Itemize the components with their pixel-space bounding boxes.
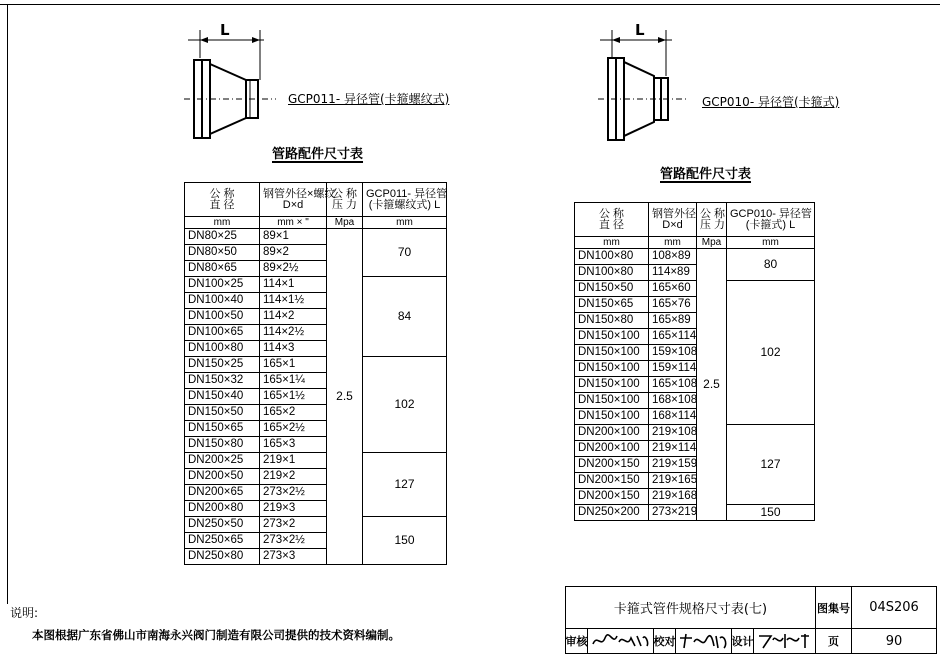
left-spec-table: [184, 182, 447, 565]
reviewer-signature: [588, 629, 654, 653]
left-table-length-cell: 70: [363, 229, 447, 277]
left-table-od-cell: 114×2½: [260, 325, 327, 341]
right-table-pressure-cell: 2.5: [697, 249, 727, 521]
left-table-od-cell: 89×1: [260, 229, 327, 245]
right-unit-length: mm: [727, 237, 815, 249]
left-table-od-cell: 273×2½: [260, 485, 327, 501]
left-table-dn-cell: DN150×65: [185, 421, 260, 437]
right-table-dn-cell: DN200×150: [575, 473, 649, 489]
left-table-dn-cell: DN100×65: [185, 325, 260, 341]
left-table-dn-cell: DN80×25: [185, 229, 260, 245]
page-label: 页: [816, 629, 852, 653]
left-table-od-cell: 219×1: [260, 453, 327, 469]
left-table-od-cell: 165×2: [260, 405, 327, 421]
right-table-dn-cell: DN100×80: [575, 249, 649, 265]
right-table-od-cell: 219×168: [649, 489, 697, 505]
right-table-od-cell: 165×114: [649, 329, 697, 345]
notes-label: 说明:: [10, 606, 39, 620]
right-reducer-drawing: [596, 18, 696, 148]
left-table-od-cell: 165×3: [260, 437, 327, 453]
right-table-od-cell: 108×89: [649, 249, 697, 265]
right-table-dn-cell: DN150×100: [575, 409, 649, 425]
right-unit-od: mm: [649, 237, 697, 249]
right-table-dn-cell: DN150×100: [575, 361, 649, 377]
left-table-length-cell: 84: [363, 277, 447, 357]
notes-text: 本图根据广东省佛山市南海永兴阀门制造有限公司提供的技术资料编制。: [32, 628, 400, 642]
designer-signature: [754, 629, 816, 653]
left-table-row: [185, 229, 447, 245]
left-table-pressure-cell: 2.5: [327, 229, 363, 565]
right-table-dn-cell: DN200×150: [575, 489, 649, 505]
left-table-od-cell: 89×2½: [260, 261, 327, 277]
right-unit-dn: mm: [575, 237, 649, 249]
right-dim-label: L: [635, 21, 645, 39]
left-table-od-cell: 273×3: [260, 549, 327, 565]
right-table-row: [575, 505, 815, 521]
design-label: 设计: [732, 629, 754, 653]
title-block: [565, 586, 937, 654]
right-table-od-cell: 165×76: [649, 297, 697, 313]
left-table-dn-cell: DN250×65: [185, 533, 260, 549]
left-table-dn-cell: DN150×80: [185, 437, 260, 453]
right-header-dn: 公 称 直 径: [575, 203, 649, 237]
left-table-od-cell: 165×1¼: [260, 373, 327, 389]
right-table-length-cell: 102: [727, 281, 815, 425]
right-table-od-cell: 219×108: [649, 425, 697, 441]
checker-signature: [676, 629, 732, 653]
left-table-od-cell: 165×1½: [260, 389, 327, 405]
left-table-dn-cell: DN100×40: [185, 293, 260, 309]
left-table-dn-cell: DN150×25: [185, 357, 260, 373]
right-table-title: 管路配件尺寸表: [660, 167, 752, 182]
left-table-od-cell: 219×2: [260, 469, 327, 485]
right-table-length-cell: 150: [727, 505, 815, 521]
left-table-od-cell: 165×2½: [260, 421, 327, 437]
right-table-row: [575, 249, 815, 265]
left-table-dn-cell: DN200×65: [185, 485, 260, 501]
atlas-number: 04S206: [852, 587, 936, 629]
frame-left: [7, 4, 8, 604]
right-table-row: [575, 425, 815, 441]
left-table-od-cell: 219×3: [260, 501, 327, 517]
right-table-od-cell: 219×159: [649, 457, 697, 473]
right-table-od-cell: 168×114: [649, 409, 697, 425]
left-table-row: [185, 517, 447, 533]
right-table-od-cell: 219×165: [649, 473, 697, 489]
right-table-dn-cell: DN150×100: [575, 345, 649, 361]
right-header-length: GCP010- 异径管 (卡箍式) L: [727, 203, 815, 237]
left-table-dn-cell: DN150×50: [185, 405, 260, 421]
right-table-od-cell: 165×60: [649, 281, 697, 297]
left-header-pressure: 公 称 压 力: [327, 183, 363, 217]
title-block-title: 卡箍式管件规格尺寸表(七): [566, 587, 816, 629]
left-table-dn-cell: DN200×50: [185, 469, 260, 485]
left-table-dn-cell: DN250×50: [185, 517, 260, 533]
left-table-length-cell: 127: [363, 453, 447, 517]
frame-top: [0, 4, 940, 5]
left-table-dn-cell: DN100×50: [185, 309, 260, 325]
left-figure-caption: GCP011- 异径管(卡箍螺纹式): [288, 92, 450, 106]
left-table-od-cell: 89×2: [260, 245, 327, 261]
right-table-dn-cell: DN150×80: [575, 313, 649, 329]
right-header-od: 钢管外径 D×d: [649, 203, 697, 237]
left-table-od-cell: 273×2: [260, 517, 327, 533]
left-table-row: [185, 277, 447, 293]
right-table-od-cell: 159×108: [649, 345, 697, 361]
right-table-dn-cell: DN250×200: [575, 505, 649, 521]
page-number: 90: [885, 633, 903, 649]
right-table-od-cell: 219×114: [649, 441, 697, 457]
left-table-dn-cell: DN100×25: [185, 277, 260, 293]
left-unit-pressure: Mpa: [327, 217, 363, 229]
right-table-dn-cell: DN150×100: [575, 377, 649, 393]
right-table-od-cell: 273×219: [649, 505, 697, 521]
left-table-dn-cell: DN80×50: [185, 245, 260, 261]
right-spec-table: [574, 202, 815, 521]
left-table-title: 管路配件尺寸表: [272, 147, 364, 162]
right-table-dn-cell: DN100×80: [575, 265, 649, 281]
left-table-dn-cell: DN250×80: [185, 549, 260, 565]
left-table-od-cell: 114×3: [260, 341, 327, 357]
left-header-length: GCP011- 异径管 (卡箍螺纹式) L: [363, 183, 447, 217]
left-table-length-cell: 102: [363, 357, 447, 453]
left-table-row: [185, 357, 447, 373]
left-reducer-drawing: [180, 18, 290, 148]
left-table-dn-cell: DN150×32: [185, 373, 260, 389]
left-table-row: [185, 453, 447, 469]
left-table-od-cell: 273×2½: [260, 533, 327, 549]
left-unit-length: mm: [363, 217, 447, 229]
right-table-length-cell: 127: [727, 425, 815, 505]
right-table-dn-cell: DN200×100: [575, 441, 649, 457]
left-table-length-cell: 150: [363, 517, 447, 565]
left-table-od-cell: 165×1: [260, 357, 327, 373]
right-table-dn-cell: DN150×100: [575, 393, 649, 409]
left-table-od-cell: 114×1½: [260, 293, 327, 309]
left-unit-od: mm × ": [260, 217, 327, 229]
right-table-od-cell: 165×89: [649, 313, 697, 329]
left-table-od-cell: 114×2: [260, 309, 327, 325]
left-header-dn: 公 称 直 径: [185, 183, 260, 217]
right-table-dn-cell: DN200×100: [575, 425, 649, 441]
left-unit-dn: mm: [185, 217, 260, 229]
right-unit-pressure: Mpa: [697, 237, 727, 249]
atlas-label: 图集号: [816, 587, 852, 629]
right-table-length-cell: 80: [727, 249, 815, 281]
right-table-dn-cell: DN200×150: [575, 457, 649, 473]
left-dim-label: L: [220, 21, 230, 39]
left-table-dn-cell: DN200×25: [185, 453, 260, 469]
right-table-row: [575, 281, 815, 297]
right-figure-caption: GCP010- 异径管(卡箍式): [702, 95, 840, 109]
left-table-dn-cell: DN150×40: [185, 389, 260, 405]
right-header-pressure: 公 称 压 力: [697, 203, 727, 237]
left-table-dn-cell: DN200×80: [185, 501, 260, 517]
right-table-dn-cell: DN150×50: [575, 281, 649, 297]
right-table-od-cell: 114×89: [649, 265, 697, 281]
left-table-dn-cell: DN80×65: [185, 261, 260, 277]
left-header-od: 钢管外径×螺纹 D×d: [260, 183, 327, 217]
right-table-dn-cell: DN150×100: [575, 329, 649, 345]
review-label: 审核: [566, 629, 588, 653]
right-table-od-cell: 168×108: [649, 393, 697, 409]
right-table-od-cell: 159×114: [649, 361, 697, 377]
right-table-od-cell: 165×108: [649, 377, 697, 393]
left-table-dn-cell: DN100×80: [185, 341, 260, 357]
right-table-dn-cell: DN150×65: [575, 297, 649, 313]
left-table-od-cell: 114×1: [260, 277, 327, 293]
check-label: 校对: [654, 629, 676, 653]
